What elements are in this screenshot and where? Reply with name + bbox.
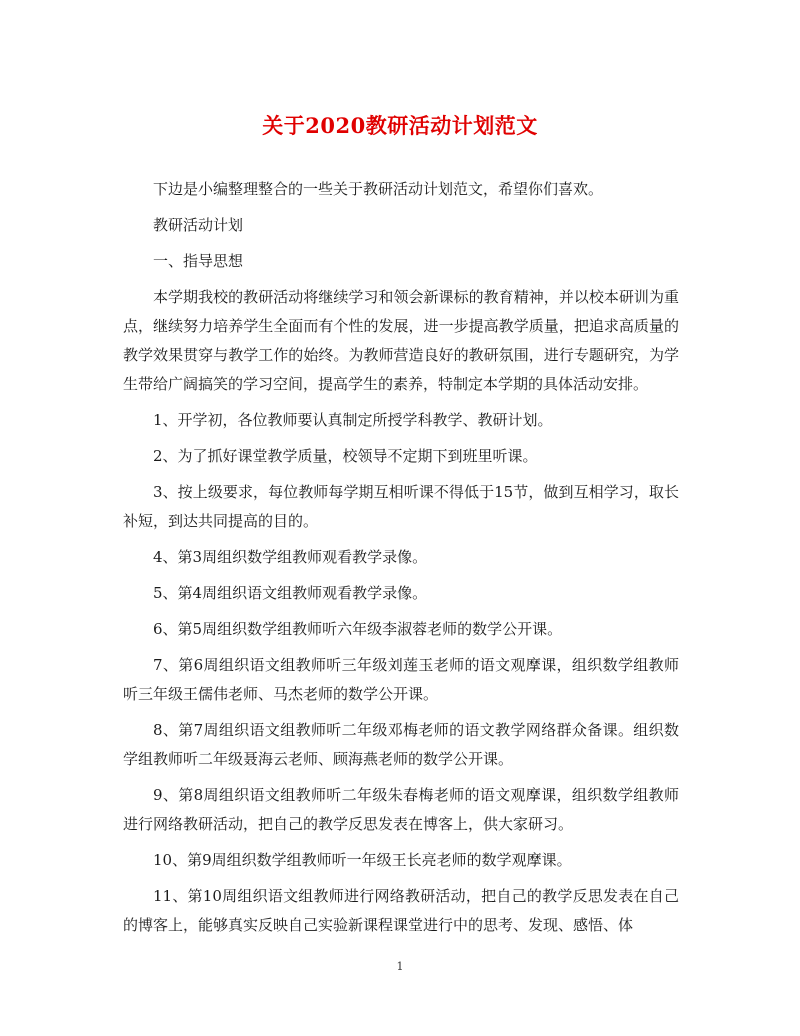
list-item: 11、第10周组织语文组教师进行网络教研活动，把自己的教学反思发表在自己的博客上，能够真实反映自己实验新课程课堂进行中的思考、发现、感悟、体 [123, 887, 679, 934]
list-item: 2、为了抓好课堂教学质量，校领导不定期下到班里听课。 [153, 447, 538, 465]
section-heading-plan: 教研活动计划 [153, 216, 244, 234]
list-item: 1、开学初，各位教师要认真制定所授学科教学、教研计划。 [153, 411, 553, 429]
page-number: 1 [396, 960, 404, 973]
document-body [123, 175, 679, 947]
list-item: 8、第7周组织语文组教师听二年级邓梅老师的语文教学网络群众备课。组织数学组教师听二年级聂海云老师、顾海燕老师的数学公开课。 [123, 721, 679, 768]
document-title: 关于2020教研活动计划范文 [262, 113, 538, 138]
list-item: 3、按上级要求，每位教师每学期互相听课不得低于15节，做到互相学习，取长补短，到达共同提高的目的。 [123, 483, 679, 530]
section-heading-guiding-thought: 一、指导思想 [153, 252, 244, 270]
list-item: 7、第6周组织语文组教师听三年级刘莲玉老师的语文观摩课，组织数学组教师听三年级王儒伟老师、马杰老师的数学公开课。 [123, 656, 679, 703]
paragraph-guiding-thought: 本学期我校的教研活动将继续学习和领会新课标的教育精神，并以校本研训为重点，继续努力培养学生全面而有个性的发展，进一步提高教学质量，把追求高质量的教学效果贯穿与教学工作的始终。为教师营造良好的教研氛围，进行专题研究，为学生带给广阔搞笑的学习空间，提高学生的素养，特制定本学期的具体活动安排。 [123, 288, 679, 393]
list-item: 10、第9周组织数学组教师听一年级王长亮老师的数学观摩课。 [153, 851, 572, 869]
list-item: 4、第3周组织数学组教师观看教学录像。 [153, 548, 428, 566]
paragraph-intro: 下边是小编整理整合的一些关于教研活动计划范文，希望你们喜欢。 [153, 180, 604, 198]
list-item: 6、第5周组织数学组教师听六年级李淑蓉老师的数学公开课。 [153, 620, 563, 638]
list-item: 9、第8周组织语文组教师听二年级朱春梅老师的语文观摩课，组织数学组教师进行网络教研活动，把自己的教学反思发表在博客上，供大家研习。 [123, 786, 679, 833]
list-item: 5、第4周组织语文组教师观看教学录像。 [153, 584, 428, 602]
